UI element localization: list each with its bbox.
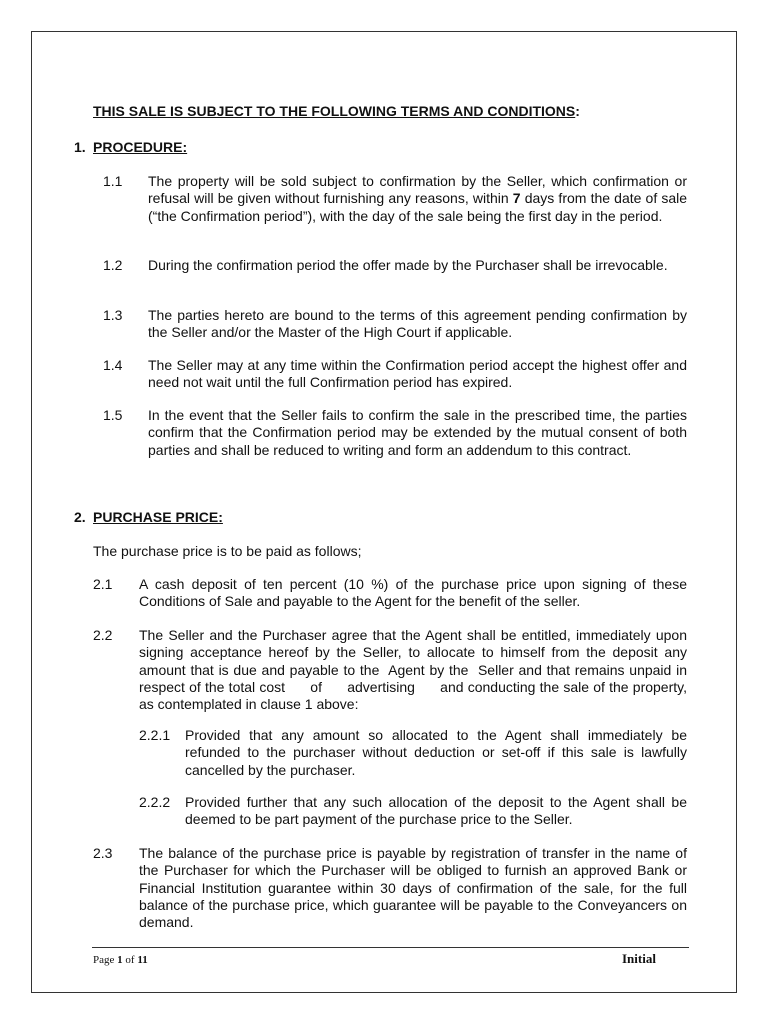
clause-2-3-number: 2.3 <box>93 845 113 861</box>
clause-2-2-number: 2.2 <box>93 627 113 643</box>
clause-1-1-text-b: days from the date of sale (“the Confirmation period”), with the day of the sale being the first day in the period. <box>148 190 688 224</box>
section-1-number: 1. <box>74 139 86 155</box>
clause-1-1-text-a: The property will be sold subject to confirmation by the Seller, which confirmation or refusal will be given without furnishing any reasons, within <box>148 173 687 207</box>
clause-1-3-number: 1.3 <box>103 307 123 323</box>
clause-1-4-text: The Seller may at any time within the Confirmation period accept the highest offer and need not wait until the full Confirmation period has expired. <box>148 357 687 391</box>
page-indicator <box>93 954 148 966</box>
clause-1-4-number: 1.4 <box>103 357 123 373</box>
footer-divider <box>92 947 689 948</box>
clause-1-1-days: 7 <box>512 190 521 207</box>
page-current: 1 <box>117 954 123 966</box>
page-label: Page <box>93 954 115 966</box>
page-total: 11 <box>137 954 148 966</box>
clause-1-1-text <box>148 173 687 225</box>
page-of-label: of <box>125 954 135 966</box>
clause-1-5-text: In the event that the Seller fails to confirm the sale in the prescribed time, the parties confirm that the Confirmation period may be extended by the mutual consent of both parties and shall be reduced to writing and form an addendum to this contract. <box>148 407 687 458</box>
clause-2-2-1-text: Provided that any amount so allocated to the Agent shall immediately be refunded to the purchaser without deduction or set-off if this sale is lawfully cancelled by the purchaser. <box>185 727 687 778</box>
clause-2-1-number: 2.1 <box>93 576 113 592</box>
document-title <box>93 103 580 120</box>
title-text: THIS SALE IS SUBJECT TO THE FOLLOWING TERMS AND CONDITIONS <box>93 103 576 119</box>
section-2-intro: The purchase price is to be paid as follows; <box>93 543 362 559</box>
section-1-heading: PROCEDURE: <box>93 139 188 155</box>
clause-2-2-2-number: 2.2.2 <box>139 794 171 810</box>
clause-1-2-text: During the confirmation period the offer made by the Purchaser shall be irrevocable. <box>148 257 668 273</box>
section-2-number: 2. <box>74 509 86 525</box>
title-colon: : <box>575 103 580 119</box>
clause-2-2-text: The Seller and the Purchaser agree that the Agent shall be entitled, immediately upon signing acceptance hereof by the Seller, to allocate to himself from the deposit any amount that is due and payable to the Agent by the Seller and that remains unpaid in respect of the total cost of advertising and conducting the sale of the property, as contemplated in clause 1 above: <box>139 627 691 713</box>
initial-label: Initial <box>622 951 656 966</box>
clause-2-2-2-text: Provided further that any such allocation of the deposit to the Agent shall be deemed to be part payment of the purchase price to the Seller. <box>185 794 687 828</box>
clause-1-1-number: 1.1 <box>103 173 123 189</box>
clause-2-2-1-number: 2.2.1 <box>139 727 171 743</box>
section-2-heading: PURCHASE PRICE: <box>93 509 223 525</box>
clause-1-5-number: 1.5 <box>103 407 123 423</box>
clause-1-3-text: The parties hereto are bound to the terms of this agreement pending confirmation by the Seller and/or the Master of the High Court if applicable. <box>148 307 687 341</box>
clause-2-3-text: The balance of the purchase price is payable by registration of transfer in the name of the Purchaser for which the Purchaser will be obliged to furnish an approved Bank or Financial Institution guarantee within 30 days of confirmation of the sale, for the full balance of the purchase price, which guarantee will be payable to the Conveyancers on demand. <box>139 845 687 931</box>
clause-2-1-text: A cash deposit of ten percent (10 %) of the purchase price upon signing of these Conditions of Sale and payable to the Agent for the benefit of the seller. <box>139 576 687 610</box>
clause-1-2-number: 1.2 <box>103 257 123 273</box>
